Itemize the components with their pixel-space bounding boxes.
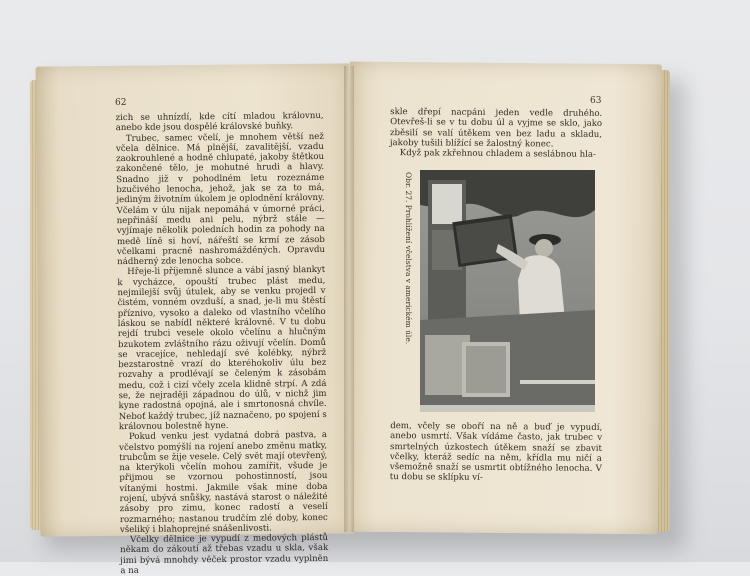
left-paragraph: Trubec, samec včelí, je mnohem větší než včela dělnice. Má plnější, zavalitější, vzadu zaokrouhlené a hodně chlupaté, jakoby štětkou zakončené tělo, je mohutné hrudi a hlavy. Snadno již v pohodlném letu rozeznáme bzučivého lenocha, jehož, jak se za to má, jediným životním úkolem je oplodnění královny. Včelám v úlu nijak nepomáhá v úmorné práci, nepřináší medu ani pelu, nýbrž stále — vyjímaje několik poledních hodin za pohody na medě líně si hoví, nářeští se krmí ze zásob včelkami pracně nashromážděných. Opravdu nádherný zde lenocha sobce. bbox=[115, 131, 326, 268]
figure-caption: Obr. 27. Prohlížení včelstva v americkém úle. bbox=[404, 172, 413, 345]
right-page-number: 63 bbox=[590, 96, 602, 106]
left-paragraph: zich se uhnízdí, kde cítí mladou královnu, anebo kde jsou dospělé královské buňky. bbox=[115, 110, 324, 134]
left-page-number: 62 bbox=[115, 98, 127, 108]
right-paragraph: dem, včely se oboří na ně a buď je vypudí, anebo usmrtí. Však vídáme často, jak trubec v smrtelných úzkostech útěkem snaží se zbavit včelky, kteráž sedíc na něm, křídla mu ničí a všemožně snaží se usmrtit obtížného lenocha. V tu dobu se sklípku ví- bbox=[389, 421, 603, 484]
right-page-bottom-text bbox=[390, 421, 603, 485]
left-paragraph: Pokud venku jest vydatná dobrá pastva, a včelstvo pomýšlí na rojení anebo změnu matky, trubcům se žije vesele. Celý svět mají otevřený, na kterýkoli včelín mohou zamířit, všude je přijmou se vzornou pohostinností, jsou vítanými hostmi. Jakmile však mine doba rojení, ubývá snůšky, nastává starost o náležité zásoby pro zimu, konec radostí a veselí rozmarného; nastanou trudčím zlé doby, konec všeliký i blahoprejné snášenlivosti. bbox=[119, 430, 328, 535]
right-paragraph: skle dřepí nacpáni jeden vedle druhého. Otevřeš-li se v tu dobu úl a vyjme se sklo, jako zběsilí se valí útěkem ven bez ladu a skladu, jakoby tušili blížící se žalostný konec. bbox=[389, 107, 603, 150]
left-page-text bbox=[116, 111, 329, 576]
right-paragraph: Když pak zkřehnou chladem a seslábnou hla- bbox=[399, 148, 597, 161]
right-page-top-text bbox=[390, 107, 602, 160]
left-paragraph: Včelky dělnice je vypudí z medových plástů někam do zákoutí až třebas vzadu u skla, však jimi bývá mnohdy věček prostor vzadu vyplněn a na bbox=[120, 533, 329, 576]
photograph-image bbox=[420, 170, 595, 412]
book-spine bbox=[344, 66, 354, 532]
left-paragraph: Hřeje-li příjemně slunce a vábí jasný blankyt k vycházce, opouští trubec plást medu, nejmilejší svůj útulek, aby se venku projedl v čistém, vonném ovzduší, a snad, je-li mu štěstí příznivo, vysoko a daleko od vlastního včelího láskou se nabídl některé královně. V tu dobu rejdí trubci vesele okolo včelínu a hlučným bzukotem zvláštního rázu oživují včelín. Domů se vracejíce, nehledají své kolébky, nýbrž bezstarostně vrazí do kteréhokoliv úlu bez rozvahy a prodlévají se čeleným k zásobám medu, což i cizí včely zcela klidně strpí. A zdá se, že nejraději západnou do úlů, v nichž jim kyne radostná opojná, ale i smrtonosná chvíle. Neboť každý trubec, jíž naznačeno, po spojení s královnou bolestně hyne. bbox=[117, 265, 327, 432]
beekeeper-photograph bbox=[420, 170, 595, 412]
